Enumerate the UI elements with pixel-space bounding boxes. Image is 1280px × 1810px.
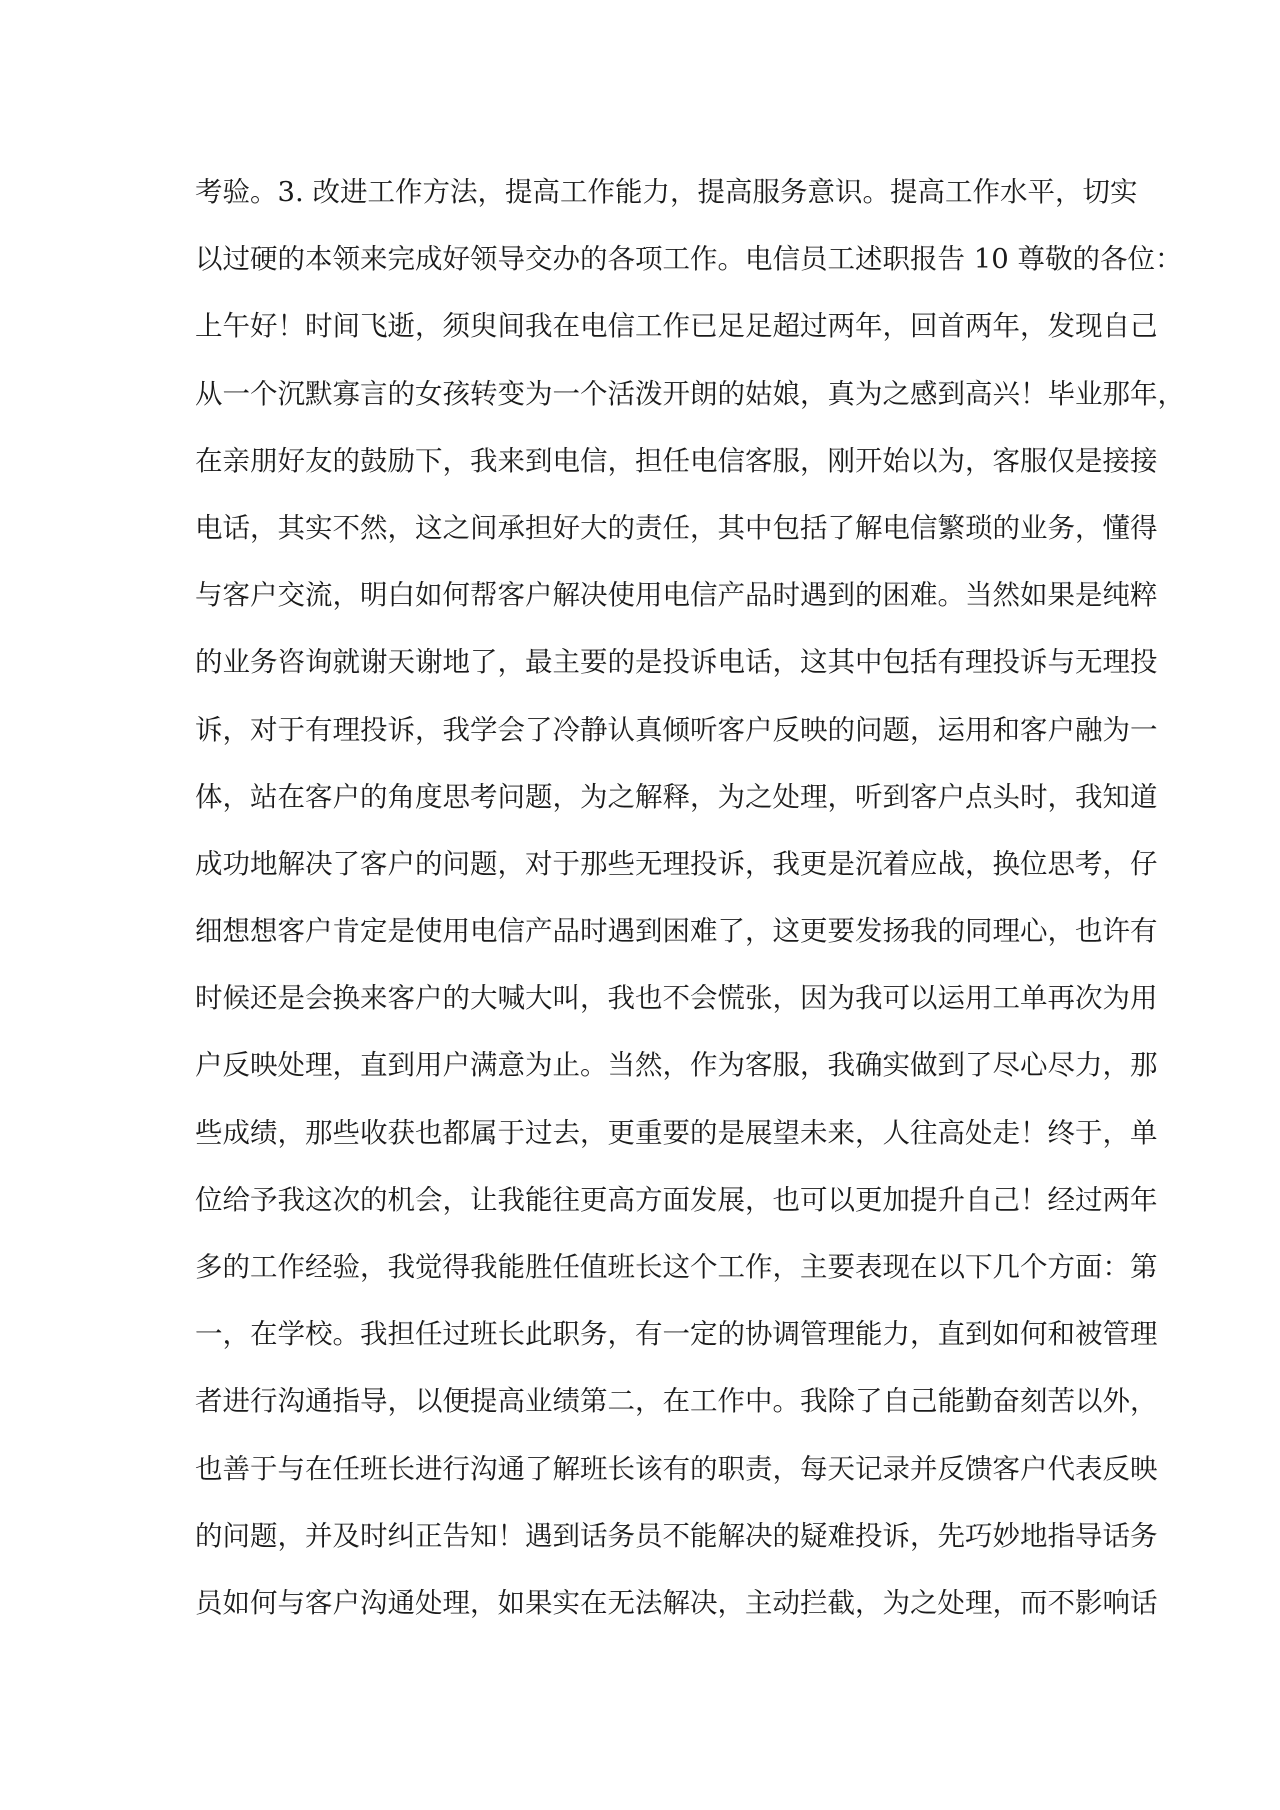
text-line: 考验。3. 改进工作方法，提高工作能力，提高服务意识。提高工作水平，切实 (195, 176, 1138, 208)
text-line: 成功地解决了客户的问题，对于那些无理投诉，我更是沉着应战，换位思考，仔 (195, 847, 1158, 880)
text-line: 多的工作经验，我觉得我能胜任值班长这个工作，主要表现在以下几个方面：第 (195, 1251, 1158, 1283)
text-line: 从一个沉默寡言的女孩转变为一个活泼开朗的姑娘，真为之感到高兴！毕业那年， (195, 377, 1185, 410)
text-line: 的问题，并及时纠正告知！遇到话务员不能解决的疑难投诉，先巧妙地指导话务 (195, 1519, 1158, 1552)
body-text (195, 172, 1185, 1650)
text-line: 在亲朋好友的鼓励下，我来到电信，担任电信客服，刚开始以为，客服仅是接接 (195, 444, 1158, 477)
text-line: 时候还是会换来客户的大喊大叫，我也不会慌张，因为我可以运用工单再次为用 (195, 982, 1158, 1015)
text-line: 一，在学校。我担任过班长此职务，有一定的协调管理能力，直到如何和被管理 (195, 1318, 1158, 1351)
text-line: 位给予我这次的机会，让我能往更高方面发展，也可以更加提升自己！经过两年 (195, 1183, 1158, 1216)
text-line: 电话，其实不然，这之间承担好大的责任，其中包括了解电信繁琐的业务，懂得 (195, 511, 1158, 544)
text-line: 上午好！时间飞逝，须臾间我在电信工作已足足超过两年，回首两年，发现自己 (195, 310, 1158, 343)
text-line: 诉，对于有理投诉，我学会了冷静认真倾听客户反映的问题，运用和客户融为一 (195, 713, 1158, 746)
text-line: 也善于与在任班长进行沟通了解班长该有的职责，每天记录并反馈客户代表反映 (195, 1452, 1158, 1485)
text-line: 与客户交流，明白如何帮客户解决使用电信产品时遇到的困难。当然如果是纯粹 (195, 579, 1158, 612)
text-line: 细想想客户肯定是使用电信产品时遇到困难了，这更要发扬我的同理心，也许有 (195, 915, 1158, 948)
text-line: 户反映处理，直到用户满意为止。当然，作为客服，我确实做到了尽心尽力，那 (195, 1049, 1158, 1082)
text-line: 的业务咨询就谢天谢地了，最主要的是投诉电话，这其中包括有理投诉与无理投 (195, 646, 1158, 679)
text-line: 者进行沟通指导，以便提高业绩第二，在工作中。我除了自己能勤奋刻苦以外， (195, 1385, 1158, 1418)
text-line: 以过硬的本领来完成好领导交办的各项工作。电信员工述职报告 10 尊敬的各位： (195, 243, 1183, 276)
text-line: 员如何与客户沟通处理，如果实在无法解决，主动拦截，为之处理，而不影响话 (195, 1586, 1158, 1619)
text-line: 些成绩，那些收获也都属于过去，更重要的是展望未来，人往高处走！终于，单 (195, 1116, 1158, 1149)
text-line: 体，站在客户的角度思考问题，为之解释，为之处理，听到客户点头时，我知道 (195, 780, 1158, 813)
